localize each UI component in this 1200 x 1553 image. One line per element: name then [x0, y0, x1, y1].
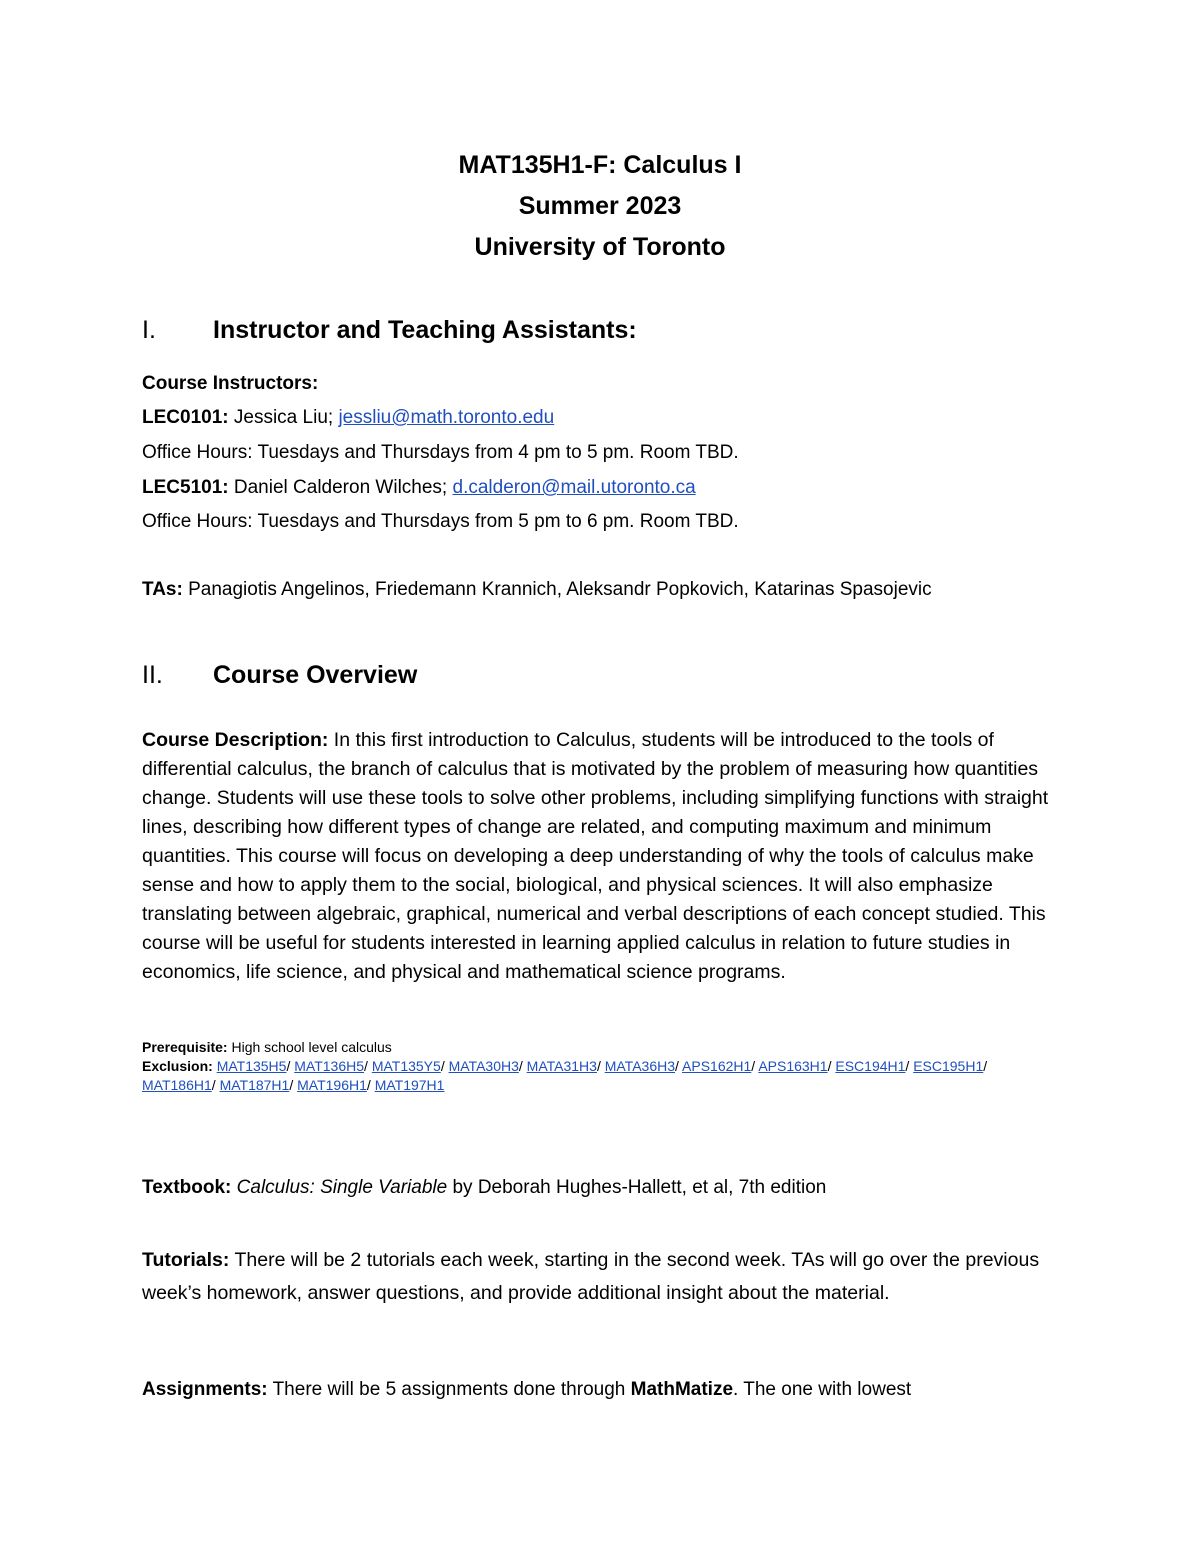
exclusion-course-link[interactable]: ESC194H1	[835, 1058, 906, 1074]
exclusion-course-link[interactable]: APS163H1	[758, 1058, 828, 1074]
tutorials-text: There will be 2 tutorials each week, starting in the second week. TAs will go over the previous week’s homework, answer questions, and provide additional insight about the material.	[142, 1249, 1040, 1304]
exclusion-course-link[interactable]: MAT135H5	[216, 1058, 287, 1074]
exclusion-course-link[interactable]: MAT187H1	[219, 1077, 290, 1093]
instructor-name: Daniel Calderon Wilches;	[233, 477, 448, 498]
prerequisite-line	[142, 1038, 1042, 1057]
course-instructors-label: Course Instructors:	[142, 373, 319, 394]
office-hours-lec5101: Office Hours: Tuesdays and Thursdays from 5 pm to 6 pm. Room TBD.	[142, 511, 739, 532]
textbook	[142, 1177, 826, 1199]
textbook-details: by Deborah Hughes-Hallett, et al, 7th edition	[452, 1177, 827, 1198]
requirements	[142, 1038, 1042, 1095]
term: Summer 2023	[518, 192, 682, 220]
exclusion-line	[142, 1057, 1042, 1095]
exclusion-separator: /	[440, 1058, 449, 1074]
exclusion-separator: /	[518, 1058, 527, 1074]
exclusion-list	[142, 1058, 987, 1093]
instructor-email-link[interactable]: jessliu@math.toronto.edu	[338, 407, 555, 428]
university: University of Toronto	[474, 233, 726, 261]
textbook-label: Textbook:	[142, 1177, 232, 1198]
tas-label: TAs:	[142, 579, 183, 600]
exclusion-separator: /	[596, 1058, 605, 1074]
exclusion-separator: /	[983, 1058, 988, 1074]
exclusion-separator: /	[211, 1077, 220, 1093]
exclusion-separator: /	[286, 1058, 295, 1074]
textbook-title: Calculus: Single Variable	[236, 1177, 448, 1198]
exclusion-separator: /	[675, 1058, 683, 1074]
course-description	[142, 726, 1072, 987]
assignments-text: There will be 5 assignments done through	[272, 1379, 626, 1400]
office-hours-lec0101: Office Hours: Tuesdays and Thursdays from 4 pm to 5 pm. Room TBD.	[142, 442, 739, 463]
exclusion-separator: /	[366, 1077, 375, 1093]
prerequisite-text: High school level calculus	[231, 1039, 392, 1055]
exclusion-course-link[interactable]: MATA31H3	[526, 1058, 597, 1074]
instructor-name: Jessica Liu;	[233, 407, 334, 428]
course-description-text: In this first introduction to Calculus, students will be introduced to the tools of differential calculus, the branch of calculus that is motivated by the problem of measuring how quantities change. Students will use these tools to solve other problems, including simplifying functions with straight lines, describing how different types of change are related, and computing maximum and minimum quantities. This course will focus on developing a deep understanding of why the tools of calculus make sense and how to apply them to the social, biological, and physical sciences. It will also emphasize translating between algebraic, graphical, numerical and verbal descriptions of each concept studied. This course will be useful for students interested in learning applied calculus in relation to future studies in economics, life science, and physical and mathematical science programs.	[142, 729, 1049, 983]
exclusion-separator: /	[751, 1058, 759, 1074]
exclusion-label: Exclusion:	[142, 1058, 213, 1074]
section-title: Course Overview	[213, 661, 418, 689]
assignments-platform: MathMatize	[630, 1379, 734, 1400]
section-title: Instructor and Teaching Assistants:	[213, 316, 637, 344]
assignments	[142, 1379, 911, 1401]
assignments-label: Assignments:	[142, 1379, 268, 1400]
section-heading-instructors	[142, 316, 637, 345]
exclusion-separator: /	[364, 1058, 372, 1074]
exclusion-course-link[interactable]: MATA36H3	[604, 1058, 675, 1074]
section-heading-overview	[142, 661, 417, 690]
section-number: I.	[142, 316, 156, 344]
course-description-label: Course Description:	[142, 729, 329, 751]
exclusion-course-link[interactable]: MAT196H1	[297, 1077, 367, 1093]
lecture-code: LEC5101:	[142, 477, 229, 498]
section-number: II.	[142, 661, 163, 689]
exclusion-course-link[interactable]: APS162H1	[682, 1058, 752, 1074]
exclusion-course-link[interactable]: MAT197H1	[374, 1077, 445, 1093]
tutorials-label: Tutorials:	[142, 1249, 230, 1271]
exclusion-course-link[interactable]: MAT135Y5	[371, 1058, 441, 1074]
course-title: MAT135H1-F: Calculus I	[458, 151, 742, 179]
exclusion-course-link[interactable]: MAT136H5	[294, 1058, 365, 1074]
tutorials	[142, 1244, 1072, 1310]
instructor-lec5101	[142, 477, 696, 499]
instructor-email-link[interactable]: d.calderon@mail.utoronto.ca	[452, 477, 696, 498]
exclusion-separator: /	[827, 1058, 836, 1074]
exclusion-course-link[interactable]: MAT186H1	[142, 1077, 212, 1093]
prerequisite-label: Prerequisite:	[142, 1039, 228, 1055]
assignments-text-end: . The one with lowest	[733, 1379, 912, 1400]
exclusion-separator: /	[905, 1058, 914, 1074]
teaching-assistants	[142, 579, 932, 601]
exclusion-course-link[interactable]: MATA30H3	[448, 1058, 519, 1074]
lecture-code: LEC0101:	[142, 407, 229, 428]
instructor-lec0101	[142, 407, 554, 429]
document-title	[0, 145, 1200, 268]
exclusion-course-link[interactable]: ESC195H1	[913, 1058, 984, 1074]
tas-names: Panagiotis Angelinos, Friedemann Krannich, Aleksandr Popkovich, Katarinas Spasojevic	[188, 579, 932, 600]
exclusion-separator: /	[289, 1077, 298, 1093]
